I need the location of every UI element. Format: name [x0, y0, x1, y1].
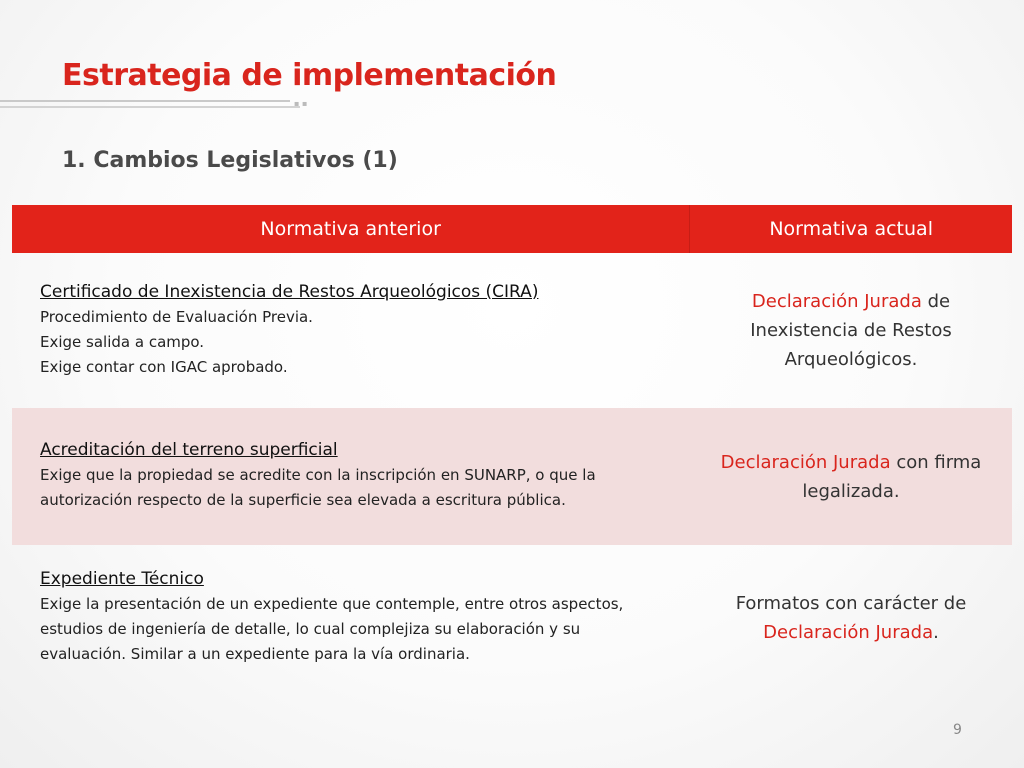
text-prefix: Formatos con carácter de: [735, 592, 967, 614]
text-suffix: con firma legalizada.: [802, 451, 982, 502]
cell-normativa-actual: [690, 253, 1012, 408]
item-title: Expediente Técnico: [40, 568, 204, 589]
page-number: 9: [953, 722, 962, 738]
highlight-declaracion-jurada: Declaración Jurada: [763, 621, 934, 643]
table-row: [12, 408, 1012, 545]
item-line: estudios de ingeniería de detalle, lo cual complejiza su elaboración y su: [40, 619, 581, 638]
highlight-declaracion-jurada: Declaración Jurada: [720, 451, 891, 473]
table-row: [12, 545, 1012, 690]
comparison-table: [12, 205, 1012, 690]
header-normativa-anterior: Normativa anterior: [12, 205, 690, 253]
item-line: Exige salida a campo.: [40, 332, 205, 351]
item-line: autorización respecto de la superficie sea elevada a escritura pública.: [40, 491, 566, 509]
item-line: evaluación. Similar a un expediente para la vía ordinaria.: [40, 644, 470, 663]
text-suffix: .: [933, 621, 939, 643]
slide-title: Estrategia de implementación: [62, 58, 557, 93]
item-line: Exige contar con IGAC aprobado.: [40, 357, 288, 376]
table-row: [12, 253, 1012, 408]
item-line: Exige la presentación de un expediente que contemple, entre otros aspectos,: [40, 594, 624, 613]
text-suffix: de Inexistencia de Restos Arqueológicos.: [750, 291, 952, 370]
slide-subtitle: 1. Cambios Legislativos (1): [62, 148, 398, 173]
title-underline-decoration: ▪ ▪: [0, 100, 310, 110]
item-line: Exige que la propiedad se acredite con la inscripción en SUNARP, o que la: [40, 466, 596, 484]
header-normativa-actual: Normativa actual: [769, 218, 933, 240]
cell-normativa-anterior: [12, 545, 690, 690]
highlight-declaracion-jurada: Declaración Jurada: [751, 291, 922, 312]
item-title: Acreditación del terreno superficial: [40, 440, 338, 460]
item-line: Procedimiento de Evaluación Previa.: [40, 307, 313, 326]
table-header: [12, 205, 1012, 253]
item-title: Certificado de Inexistencia de Restos Arqueológicos (CIRA): [40, 281, 539, 302]
cell-normativa-anterior: [12, 408, 690, 545]
cell-normativa-anterior: [12, 253, 690, 408]
cell-normativa-actual: [690, 408, 1012, 545]
cell-normativa-actual: [690, 545, 1012, 690]
